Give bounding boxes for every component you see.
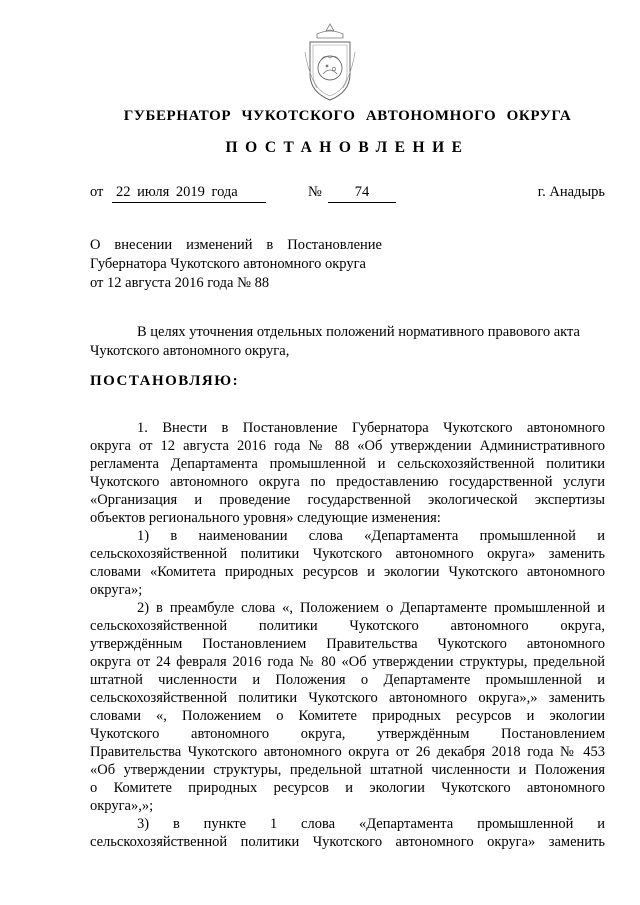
- body-line: сельскохозяйственной политики Чукотского автономного округа»,» заменить: [90, 690, 605, 706]
- body-line: штатной численности и Положения о Департаменте промышленной и: [90, 672, 605, 688]
- document-number: 74: [328, 184, 396, 203]
- body-line: о Комитете природных ресурсов и экологии Чукотского автономного: [90, 780, 605, 796]
- date-number-line: [90, 184, 605, 206]
- body-line: округа»;: [90, 582, 143, 598]
- city-name: г. Анадырь: [537, 184, 605, 200]
- body-line: Правительства Чукотского автономного округа от 26 декабря 2018 года № 453: [90, 744, 605, 760]
- body-line: словами «Комитета природных ресурсов и экологии Чукотского автономного: [90, 564, 605, 580]
- preamble-line: В целях уточнения отдельных положений нормативного правового акта: [137, 324, 580, 340]
- number-sign: №: [308, 184, 322, 200]
- body-line: сельскохозяйственной политики Чукотского автономного округа,: [90, 618, 605, 634]
- body-line: округа от 12 августа 2016 года № 88 «Об утверждении Административного: [90, 438, 605, 454]
- body-line: сельскохозяйственной политики Чукотского автономного округа» заменить: [90, 546, 605, 562]
- body-line: «Организация и проведение государственной экологической экспертизы: [90, 492, 605, 508]
- body-line: округа»,»;: [90, 798, 154, 814]
- preamble-line: Чукотского автономного округа,: [90, 343, 290, 359]
- date-prefix: от: [90, 184, 104, 200]
- body-line: 3) в пункте 1 слова «Департамента промышленной и: [137, 816, 605, 832]
- body-line: округа от 24 февраля 2016 года № 80 «Об утверждении структуры, предельной: [90, 654, 605, 670]
- body-line: 2) в преамбуле слова «, Положением о Департаменте промышленной и: [137, 600, 605, 616]
- preamble: [90, 323, 605, 361]
- body-line: 1. Внести в Постановление Губернатора Чукотского автономного: [137, 420, 605, 436]
- body-line: утверждённым Постановлением Правительства Чукотского автономного: [90, 636, 605, 652]
- subject-line: от 12 августа 2016 года № 88: [90, 275, 270, 291]
- body-line: Чукотского автономного округа, утверждённым Постановлением: [90, 726, 605, 742]
- body-line: регламента Департамента промышленной и сельскохозяйственной политики: [90, 456, 605, 472]
- document-type: ПОСТАНОВЛЕНИЕ: [225, 139, 470, 156]
- document-body: [90, 419, 605, 851]
- document-date: 22 июля 2019 года: [112, 184, 266, 203]
- body-line: объектов регионального уровня» следующие изменения:: [90, 510, 441, 526]
- subject-line: О внесении изменений в Постановление: [90, 237, 382, 253]
- body-line: сельскохозяйственной политики Чукотского автономного округа» заменить: [90, 834, 605, 850]
- issuing-authority: ГУБЕРНАТОР ЧУКОТСКОГО АВТОНОМНОГО ОКРУГА: [123, 108, 572, 124]
- body-line: 1) в наименовании слова «Департамента промышленной и: [137, 528, 605, 544]
- body-line: Чукотского автономного округа по предоставлению государственной услуги: [90, 474, 605, 490]
- subject-line: Губернатора Чукотского автономного округа: [90, 256, 366, 272]
- coat-of-arms-emblem: [303, 22, 357, 104]
- body-line: словами «, Положением о Комитете природных ресурсов и экологии: [90, 708, 605, 724]
- body-line: «Об утверждении структуры, предельной штатной численности и Положения: [90, 762, 605, 778]
- resolve-heading: ПОСТАНОВЛЯЮ:: [90, 373, 240, 389]
- document-subject: [90, 236, 382, 293]
